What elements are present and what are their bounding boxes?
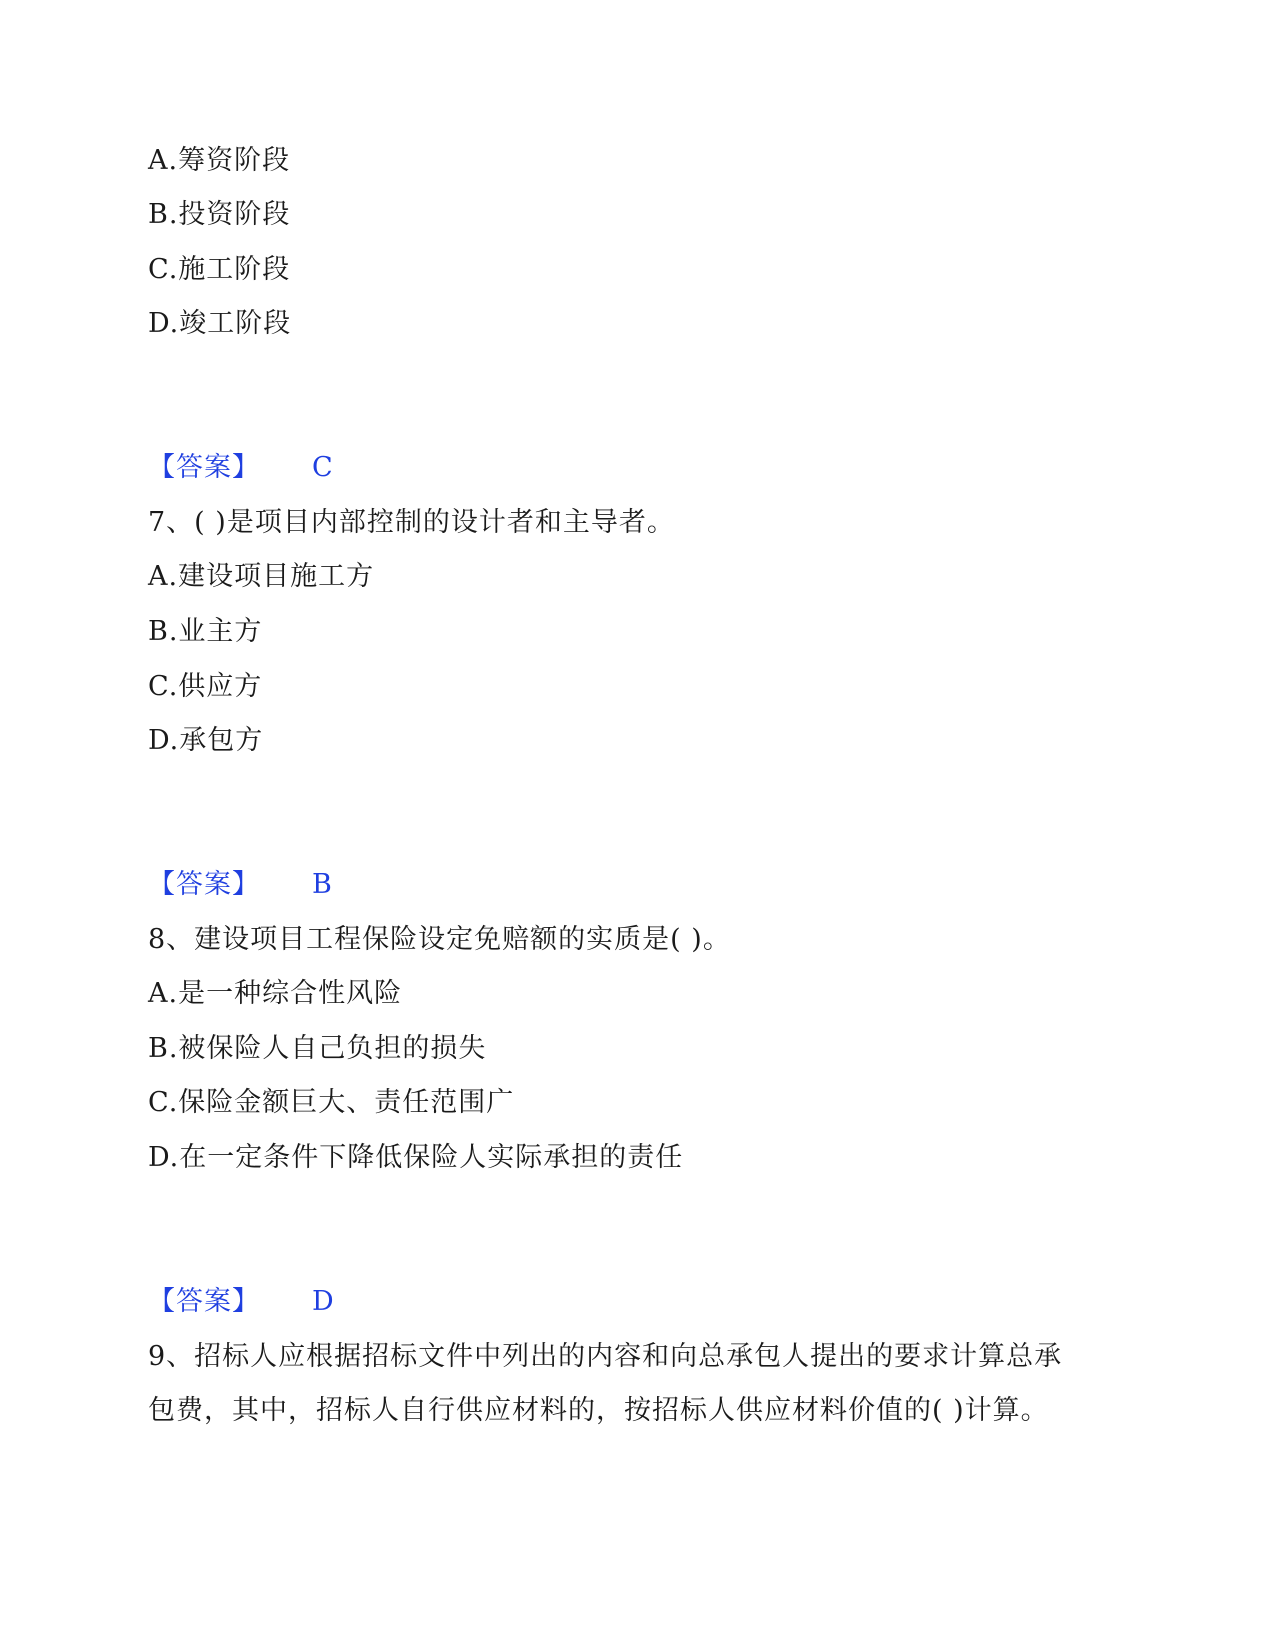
answer-label: 【答案】 — [148, 1286, 260, 1317]
answer-value: C — [312, 452, 334, 483]
q8-option-c: C.保险金额巨大、责任范围广 — [148, 1087, 515, 1118]
answer-value: D — [312, 1286, 335, 1317]
q7-option-c: C.供应方 — [148, 671, 263, 702]
q8-option-b: B.被保险人自己负担的损失 — [148, 1033, 487, 1064]
q8-answer — [148, 1284, 335, 1320]
answer-label: 【答案】 — [148, 869, 260, 900]
answer-value: B — [312, 869, 333, 900]
q6-option-a: A.筹资阶段 — [148, 145, 291, 176]
q7-answer — [148, 867, 333, 903]
q6-option-d: D.竣工阶段 — [148, 308, 292, 339]
q8-option-d: D.在一定条件下降低保险人实际承担的责任 — [148, 1142, 684, 1173]
q7-option-d: D.承包方 — [148, 725, 264, 756]
q7-question: 7、( )是项目内部控制的设计者和主导者。 — [148, 507, 675, 538]
answer-label: 【答案】 — [148, 452, 260, 483]
q9-question-line-1: 9、招标人应根据招标文件中列出的内容和向总承包人提出的要求计算总承 — [148, 1341, 1063, 1372]
q8-question: 8、建设项目工程保险设定免赔额的实质是( )。 — [148, 924, 731, 955]
q8-option-a: A.是一种综合性风险 — [148, 978, 403, 1009]
q7-option-a: A.建设项目施工方 — [148, 561, 375, 592]
q7-option-b: B.业主方 — [148, 616, 263, 647]
q6-option-c: C.施工阶段 — [148, 254, 291, 285]
q6-answer — [148, 450, 334, 486]
q6-option-b: B.投资阶段 — [148, 199, 291, 230]
q9-question-line-2: 包费，其中，招标人自行供应材料的，按招标人供应材料价值的( )计算。 — [148, 1395, 1049, 1426]
